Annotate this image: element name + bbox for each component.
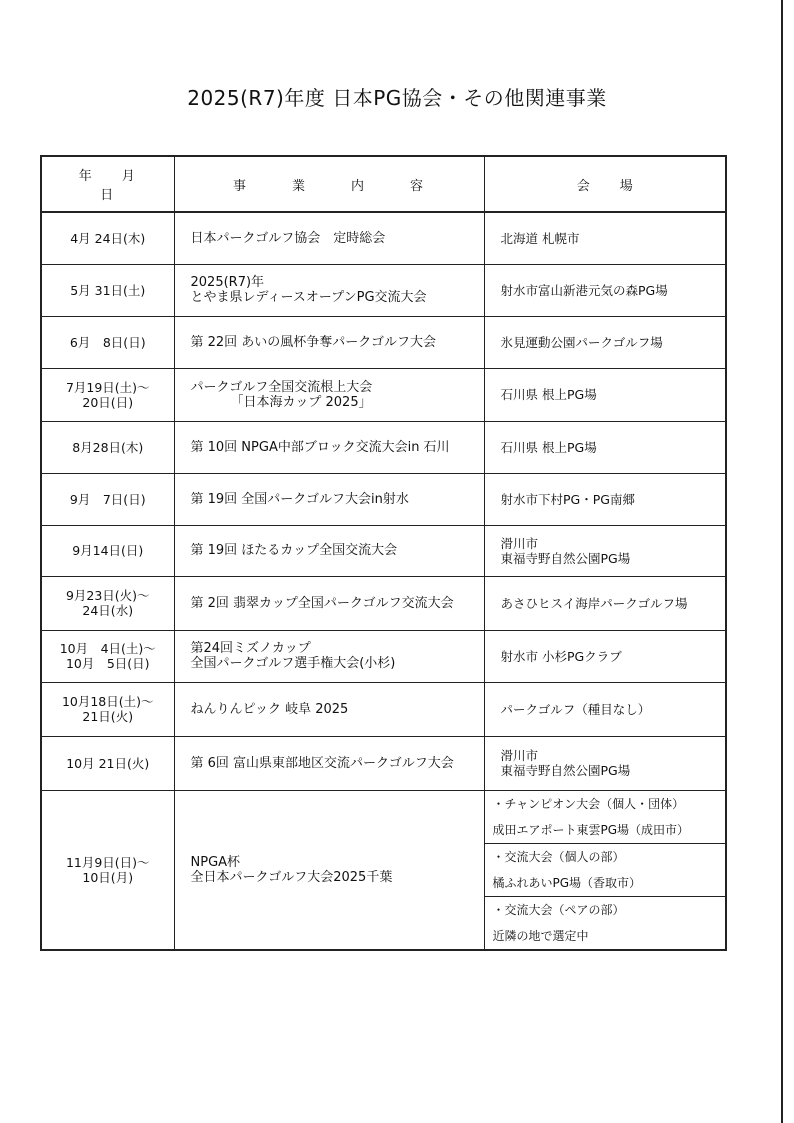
table-row xyxy=(41,473,726,525)
date-cell xyxy=(41,316,174,368)
table-row xyxy=(41,368,726,421)
venue-category: ・チャンピオン大会（個人・団体） xyxy=(484,790,726,817)
event-cell-line: 日本パークゴルフ協会 定時総会 xyxy=(190,230,386,246)
date-cell-line: 10月 21日(火) xyxy=(66,755,150,771)
event-cell-line: とやま県レディースオープンPG交流大会 xyxy=(190,290,427,305)
header-row xyxy=(41,156,726,212)
venue-category: ・交流大会（ペアの部） xyxy=(484,896,726,923)
venue-cell-line: 滑川市 xyxy=(500,748,539,763)
date-cell xyxy=(41,576,174,630)
date-cell-line: 9月23日(火)～ xyxy=(65,588,150,603)
venue-place: 近隣の地で選定中 xyxy=(484,923,726,950)
venue-cell-line: 射水市富山新港元気の森PG場 xyxy=(500,282,668,298)
venue-cell xyxy=(484,316,726,368)
event-cell xyxy=(174,421,484,473)
venue-cell-line: あさひヒスイ海岸パークゴルフ場 xyxy=(500,595,688,611)
schedule-table xyxy=(40,155,727,951)
venue-cell-line: 氷見運動公園パークゴルフ場 xyxy=(500,334,663,350)
event-cell xyxy=(174,736,484,790)
table-row xyxy=(41,630,726,682)
venue-place: 橘ふれあいPG場（香取市） xyxy=(484,870,726,897)
date-cell-line: 5月 31日(土) xyxy=(70,282,146,298)
venue-cell xyxy=(484,630,726,682)
date-cell-line: 20日(日) xyxy=(82,394,134,410)
date-cell-line: 10月 4日(土)～ xyxy=(59,641,156,656)
venue-cell xyxy=(484,421,726,473)
venue-cell-line: 滑川市 xyxy=(500,535,539,551)
event-cell xyxy=(174,264,484,316)
date-cell-line: 11月9日(日)～ xyxy=(65,854,150,870)
date-cell-line: 6月 8日(日) xyxy=(69,334,146,350)
table-row xyxy=(41,576,726,630)
event-cell xyxy=(174,576,484,630)
document-title: 2025(R7)年度 日本PG協会・その他関連事業 xyxy=(187,86,607,110)
venue-cell xyxy=(484,473,726,525)
table-row xyxy=(41,264,726,316)
date-cell-line: 9月 7日(日) xyxy=(69,491,146,507)
date-cell-line: 7月19日(土)～ xyxy=(65,379,150,395)
date-cell xyxy=(41,736,174,790)
date-cell-line: 10月18日(土)～ xyxy=(61,694,154,709)
date-cell xyxy=(41,525,174,576)
table-row xyxy=(41,790,726,817)
date-cell-line: 10日(月) xyxy=(82,869,134,885)
event-cell xyxy=(174,790,484,950)
table-row xyxy=(41,736,726,790)
date-cell-line: 9月14日(日) xyxy=(72,543,144,558)
event-cell-line: 第 19回 ほたるカップ全国交流大会 xyxy=(190,543,398,558)
venue-cell xyxy=(484,212,726,264)
event-cell-line: 「日本海カップ 2025」 xyxy=(230,394,372,410)
page-edge-line xyxy=(781,0,783,1123)
date-cell xyxy=(41,212,174,264)
date-cell xyxy=(41,368,174,421)
event-cell-line: 第24回ミズノカップ xyxy=(190,641,311,656)
venue-place: 成田エアポート東雲PG場（成田市） xyxy=(484,817,726,844)
event-cell-line: 全国パークゴルフ選手権大会(小杉) xyxy=(190,656,396,671)
event-cell-line: 第 19回 全国パークゴルフ大会in射水 xyxy=(190,491,409,507)
event-cell xyxy=(174,212,484,264)
date-cell-line: 8月28日(木) xyxy=(72,439,144,455)
schedule-body xyxy=(41,212,726,950)
date-cell xyxy=(41,790,174,950)
event-cell xyxy=(174,682,484,736)
date-cell-line: 21日(火) xyxy=(82,709,134,724)
header-date: 年月日 xyxy=(41,156,174,212)
venue-cell-line: 石川県 根上PG場 xyxy=(500,439,597,455)
date-cell xyxy=(41,264,174,316)
table-row xyxy=(41,212,726,264)
venue-cell-line: 東福寺野自然公園PG場 xyxy=(500,550,631,566)
event-cell xyxy=(174,368,484,421)
date-cell-line: 4月 24日(木) xyxy=(70,230,146,246)
event-cell xyxy=(174,316,484,368)
venue-cell xyxy=(484,525,726,576)
date-cell xyxy=(41,682,174,736)
date-cell xyxy=(41,421,174,473)
event-cell-line: 第 22回 あいの風杯争奪パークゴルフ大会 xyxy=(190,334,437,350)
event-cell-line: 2025(R7)年 xyxy=(190,275,265,290)
event-cell-line: 第 10回 NPGA中部ブロック交流大会in 石川 xyxy=(190,439,450,455)
venue-cell xyxy=(484,736,726,790)
venue-cell-line: 東福寺野自然公園PG場 xyxy=(500,763,631,778)
event-cell-line: ねんりんピック 岐阜 2025 xyxy=(190,701,349,717)
venue-cell xyxy=(484,682,726,736)
date-cell-line: 24日(水) xyxy=(82,603,134,618)
venue-cell-line: パークゴルフ（種目なし） xyxy=(500,701,651,717)
venue-cell-line: 北海道 札幌市 xyxy=(500,230,580,246)
event-cell-line: 全日本パークゴルフ大会2025千葉 xyxy=(190,869,393,885)
venue-category: ・交流大会（個人の部） xyxy=(484,843,726,870)
event-cell-line: パークゴルフ全国交流根上大会 xyxy=(190,379,373,395)
table-row xyxy=(41,525,726,576)
venue-cell xyxy=(484,576,726,630)
table-row xyxy=(41,421,726,473)
date-cell-line: 10月 5日(日) xyxy=(65,656,150,671)
event-cell-line: 第 2回 翡翠カップ全国パークゴルフ交流大会 xyxy=(190,595,454,611)
venue-cell-line: 石川県 根上PG場 xyxy=(500,387,597,402)
venue-cell-line: 射水市下村PG・PG南郷 xyxy=(500,491,635,507)
header-venue: 会場 xyxy=(484,156,726,212)
table-row xyxy=(41,682,726,736)
header-event: 事業内容 xyxy=(174,156,484,212)
date-cell xyxy=(41,473,174,525)
venue-cell xyxy=(484,368,726,421)
venue-cell xyxy=(484,264,726,316)
event-cell xyxy=(174,525,484,576)
event-cell-line: 第 6回 富山県東部地区交流パークゴルフ大会 xyxy=(190,755,454,771)
event-cell-line: NPGA杯 xyxy=(190,854,241,870)
table-row xyxy=(41,316,726,368)
venue-cell-line: 射水市 小杉PGクラブ xyxy=(500,648,622,664)
event-cell xyxy=(174,630,484,682)
event-cell xyxy=(174,473,484,525)
date-cell xyxy=(41,630,174,682)
